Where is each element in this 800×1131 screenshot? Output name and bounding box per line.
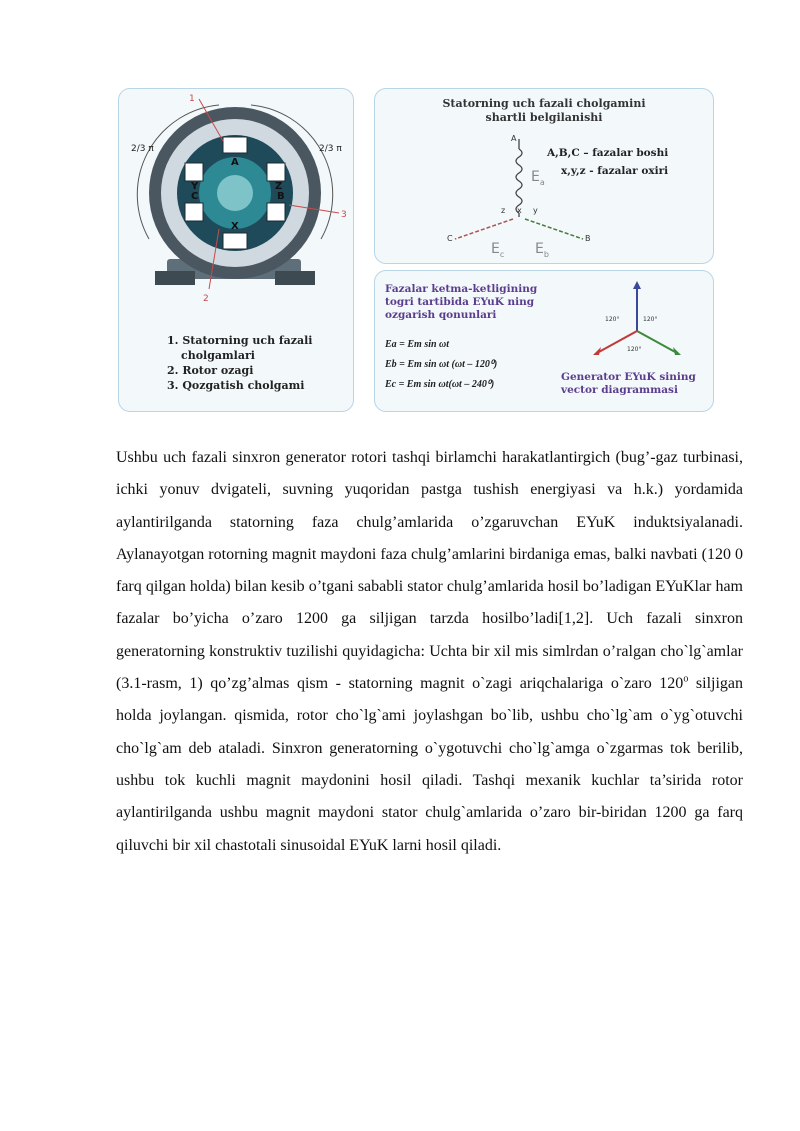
rotor-shaft [217,175,253,211]
phase-label-z: Z [275,181,283,192]
terminal-z: z [501,206,506,215]
coil-b [525,219,583,239]
terminal-a: A [511,134,517,143]
slot-z [267,163,285,181]
vector-eb [637,331,677,353]
slot-b [267,203,285,221]
terminal-b: B [585,234,591,243]
terminal-y: y [533,206,538,215]
notation-title-line2: shartli belgilanishi [485,111,603,124]
body-text-part2: siljigan holda joylangan. qismida, rotor cho`lg`ami joylashgan bo`lib, ushbu cho`lg`am o`yg`otuvchi cho`lg`am deb ataladi. Sinxron generatorning o`ygotuvchi cho`lg`amga o`zgarmas tok berilib, ushbu tok kuchli magnit maydonini hosil qiladi. Tashqi mexanik kuchlar ta’sirida rotor aylantirilganda ushbu magnit maydoni stator chulg`amlarida o’zaro bir-biridan 1200 ga farq qiluvchi bir xil chastotali sinusoidal EYuK larni hosil qiladi. [116,675,744,854]
generator-foot-right [275,271,315,285]
angle-label-left: 2/3 π [131,144,154,154]
phase-label-x: X [231,221,239,232]
winding-star-diagram [375,89,713,263]
coil-a [516,149,522,213]
terminal-x: x [517,206,522,215]
notation-title-line1: Statorning uch fazali cholgamini [442,97,646,110]
generator-foot-left [155,271,195,285]
slot-y [185,163,203,181]
angle-label-ab: 120° [643,316,658,323]
caption-item-1-cont: cholgamlari [181,349,255,362]
angle-label-right: 2/3 π [319,144,342,154]
slot-x [223,233,247,249]
vector-eb-arrow [673,347,681,355]
terminal-c: C [447,234,453,243]
angle-label-ac: 120° [605,316,620,323]
vector-diagram-caption [561,371,696,397]
vector-ea-arrow [633,281,641,289]
slot-c [185,203,203,221]
emf-ea: $E_a$ [531,169,545,187]
caption-item-3: 3. Qozgatish cholgami [167,379,305,392]
vector-caption-line1: Generator EYuK sining [561,371,696,383]
phase-label-a: A [231,157,239,168]
equation-ea: Ea = Em sin ωt [385,339,450,350]
winding-notation-panel [374,88,714,264]
emf-eb: $E_b$ [535,241,549,259]
phase-label-y: Y [191,181,199,192]
coil-c [455,219,513,239]
body-paragraph [116,442,743,862]
emf-laws-title-line3: ozgarish qonunlari [385,309,497,321]
vector-caption-line2: vector diagrammasi [561,384,678,396]
emf-ec: $E_c$ [491,241,505,259]
emf-laws-title-line2: togri tartibida EYuK ning [385,296,535,308]
equation-eb: Eb = Em sin ωt (ωt – 120⁰) [385,359,498,370]
generator-figure [116,86,716,414]
stator-cross-section-panel [118,88,354,412]
callout-2: 2 [203,294,209,304]
phase-label-c: C [191,191,199,202]
callout-1: 1 [189,94,195,104]
legend-xyz: x,y,z - fazalar oxiri [561,165,669,177]
equation-ec: Ec = Em sin ωt(ωt – 240⁰) [385,379,495,390]
vector-ec-arrow [593,347,601,355]
caption-item-1: 1. Statorning uch fazali [167,334,313,347]
emf-laws-title-line1: Fazalar ketma-ketligining [385,283,538,295]
caption-item-2: 2. Rotor ozagi [167,364,254,377]
degree-superscript: o [683,673,689,685]
legend-abc: A,B,C – fazalar boshi [547,147,669,159]
angle-label-bc: 120° [627,346,642,353]
callout-3: 3 [341,210,347,220]
phase-label-b: B [277,191,285,202]
body-text-part1: Ushbu uch fazali sinxron generator rotori tashqi birlamchi harakatlantirgich (bug’-gaz turbinasi, ichki yonuv dvigateli, suvning yuqoridan pastga tushish energiyasi va h.k.) yordamida aylantirilganda statorning faza chulg’amlarida o’zgaruvchan EYuK induktsiyalanadi. Aylanayotgan rotorning magnit maydoni faza chulg’amlarini birdaniga emas, balki navbati (120 0 farq qilgan holda) bilan kesib o’tgani sababli stator chulg’amlarida hosil bo’ladigan EYuKlar ham fazalar bo’yicha o’zaro 1200 ga siljigan tarzda hosilbo’ladi[1,2]. Uch fazali sinxron generatorning konstruktiv tuzilishi quyidagicha: Uchta bir xil mis simlrdan o’ralgan cho`lg`amlar (3.1-rasm, 1) qo’zg’almas qism - statorning magnit o`zagi ariqchalariga o`zaro 120 [116,449,743,693]
slot-a [223,137,247,153]
stator-caption-list [167,333,313,393]
emf-laws-panel [374,270,714,412]
